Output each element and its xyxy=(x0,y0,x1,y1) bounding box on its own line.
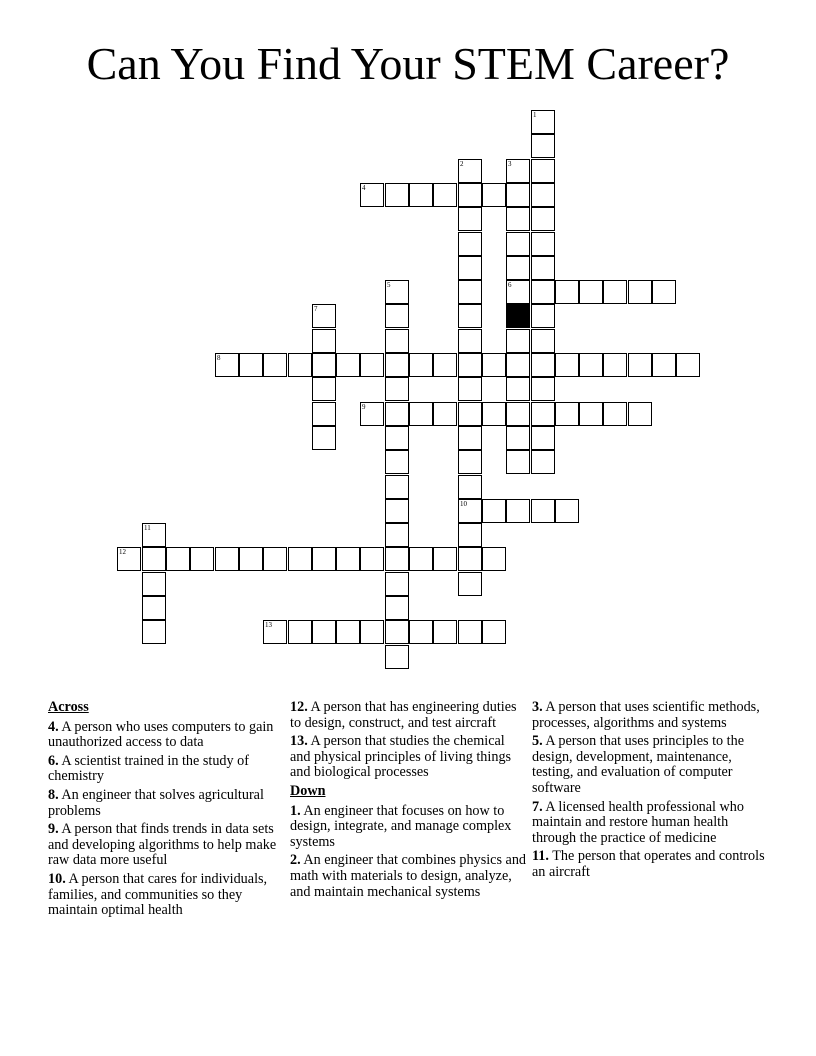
grid-cell[interactable] xyxy=(506,426,530,450)
clue-number: 2 xyxy=(460,160,464,168)
clue-number: 9 xyxy=(362,403,366,411)
grid-cell[interactable] xyxy=(531,232,555,256)
clue-item xyxy=(48,788,284,819)
grid-cell[interactable] xyxy=(117,547,141,571)
grid-cell[interactable] xyxy=(555,353,579,377)
clue-number: 5 xyxy=(387,281,391,289)
clue-item xyxy=(48,872,284,919)
grid-cell[interactable] xyxy=(458,450,482,474)
grid-cell[interactable] xyxy=(142,572,166,596)
grid-cell[interactable] xyxy=(531,280,555,304)
grid-cell[interactable] xyxy=(312,547,336,571)
clue-number-label: 8. xyxy=(48,786,59,803)
grid-cell[interactable] xyxy=(288,353,312,377)
clue-text: A person that has engineering duties to design, construct, and test aircraft xyxy=(290,699,517,731)
grid-cell[interactable] xyxy=(506,499,530,523)
grid-cell[interactable] xyxy=(458,207,482,231)
grid-cell[interactable] xyxy=(506,377,530,401)
grid-cell[interactable] xyxy=(239,547,263,571)
clue-number: 3 xyxy=(508,160,512,168)
grid-cell[interactable] xyxy=(579,280,603,304)
clue-number: 10 xyxy=(460,500,467,508)
grid-cell[interactable] xyxy=(506,450,530,474)
grid-cell[interactable] xyxy=(166,547,190,571)
clue-item xyxy=(532,700,768,731)
grid-cell[interactable] xyxy=(531,426,555,450)
grid-cell[interactable] xyxy=(482,499,506,523)
clue-item xyxy=(290,853,526,900)
clue-text: A person that uses principles to the design, development, maintenance, testing, and evaluation of computer software xyxy=(532,733,744,796)
clue-text: A person that studies the chemical and physical principles of living things and biological processes xyxy=(290,733,512,781)
grid-cell[interactable] xyxy=(506,280,530,304)
clue-item xyxy=(48,822,284,869)
grid-cell[interactable] xyxy=(458,572,482,596)
grid-cell[interactable] xyxy=(385,645,409,669)
grid-cell[interactable] xyxy=(458,402,482,426)
grid-cell[interactable] xyxy=(628,280,652,304)
grid-cell[interactable] xyxy=(531,159,555,183)
grid-cell[interactable] xyxy=(385,572,409,596)
grid-cell[interactable] xyxy=(506,329,530,353)
grid-cell[interactable] xyxy=(360,353,384,377)
clue-number-label: 2. xyxy=(290,852,301,869)
grid-cell[interactable] xyxy=(433,353,457,377)
grid-cell[interactable] xyxy=(336,620,360,644)
clue-number-label: 13. xyxy=(290,733,308,750)
clue-number-label: 12. xyxy=(290,699,308,715)
clue-column-3 xyxy=(532,700,768,884)
grid-cell[interactable] xyxy=(458,353,482,377)
grid-cell[interactable] xyxy=(288,620,312,644)
grid-cell[interactable] xyxy=(458,620,482,644)
grid-cell[interactable] xyxy=(652,353,676,377)
black-cell xyxy=(506,304,530,328)
grid-cell[interactable] xyxy=(385,402,409,426)
grid-cell[interactable] xyxy=(263,620,287,644)
clue-number-label: 9. xyxy=(48,821,59,838)
grid-cell[interactable] xyxy=(555,280,579,304)
down-heading: Down xyxy=(290,782,326,799)
grid-cell[interactable] xyxy=(312,426,336,450)
grid-cell[interactable] xyxy=(458,547,482,571)
grid-cell[interactable] xyxy=(579,402,603,426)
clue-number: 8 xyxy=(217,354,221,362)
grid-cell[interactable] xyxy=(531,353,555,377)
grid-cell[interactable] xyxy=(433,620,457,644)
clue-item xyxy=(290,700,526,731)
clue-text: A person that cares for individuals, families, and communities so they maintain optimal health xyxy=(48,870,268,919)
grid-cell[interactable] xyxy=(482,547,506,571)
page-title: Can You Find Your STEM Career? xyxy=(86,38,730,89)
grid-cell[interactable] xyxy=(531,207,555,231)
grid-cell[interactable] xyxy=(409,620,433,644)
clue-number-label: 7. xyxy=(532,798,543,815)
grid-cell[interactable] xyxy=(531,377,555,401)
clue-number: 6 xyxy=(508,281,512,289)
clue-item xyxy=(290,804,526,851)
grid-cell[interactable] xyxy=(409,183,433,207)
clue-number-label: 4. xyxy=(48,718,59,735)
grid-cell[interactable] xyxy=(482,620,506,644)
grid-cell[interactable] xyxy=(458,377,482,401)
grid-cell[interactable] xyxy=(215,353,239,377)
grid-cell[interactable] xyxy=(385,499,409,523)
grid-cell[interactable] xyxy=(531,402,555,426)
grid-cell[interactable] xyxy=(263,353,287,377)
clue-number-label: 1. xyxy=(290,802,301,819)
grid-cell[interactable] xyxy=(385,353,409,377)
grid-cell[interactable] xyxy=(312,353,336,377)
grid-cell[interactable] xyxy=(506,232,530,256)
grid-cell[interactable] xyxy=(385,329,409,353)
clue-number: 4 xyxy=(362,184,366,192)
grid-cell[interactable] xyxy=(482,353,506,377)
clue-text: A person that finds trends in data sets and developing algorithms to help make raw data more useful xyxy=(48,821,277,869)
grid-cell[interactable] xyxy=(142,523,166,547)
grid-cell[interactable] xyxy=(312,620,336,644)
grid-cell[interactable] xyxy=(579,353,603,377)
grid-cell[interactable] xyxy=(385,475,409,499)
grid-cell[interactable] xyxy=(458,280,482,304)
grid-cell[interactable] xyxy=(555,402,579,426)
clue-number-label: 10. xyxy=(48,870,66,887)
grid-cell[interactable] xyxy=(482,183,506,207)
grid-cell[interactable] xyxy=(142,596,166,620)
grid-cell[interactable] xyxy=(458,304,482,328)
grid-cell[interactable] xyxy=(409,402,433,426)
grid-cell[interactable] xyxy=(458,426,482,450)
clue-text: A person who uses computers to gain unauthorized access to data xyxy=(48,718,274,751)
grid-cell[interactable] xyxy=(215,547,239,571)
grid-cell[interactable] xyxy=(360,183,384,207)
grid-cell[interactable] xyxy=(433,183,457,207)
grid-cell[interactable] xyxy=(433,547,457,571)
grid-cell[interactable] xyxy=(312,377,336,401)
grid-cell[interactable] xyxy=(458,475,482,499)
clue-text: An engineer that solves agricultural problems xyxy=(48,786,264,819)
clue-number: 1 xyxy=(533,111,537,119)
grid-cell[interactable] xyxy=(312,304,336,328)
clue-item xyxy=(532,800,768,847)
grid-cell[interactable] xyxy=(555,499,579,523)
grid-cell[interactable] xyxy=(506,256,530,280)
grid-cell[interactable] xyxy=(531,183,555,207)
grid-cell[interactable] xyxy=(506,353,530,377)
grid-cell[interactable] xyxy=(531,329,555,353)
grid-cell[interactable] xyxy=(336,547,360,571)
grid-cell[interactable] xyxy=(531,499,555,523)
grid-cell[interactable] xyxy=(433,402,457,426)
grid-cell[interactable] xyxy=(142,547,166,571)
grid-cell[interactable] xyxy=(263,547,287,571)
grid-cell[interactable] xyxy=(628,402,652,426)
grid-cell[interactable] xyxy=(531,110,555,134)
clue-text: A licensed health professional who maintain and restore human health through the practice of medicine xyxy=(532,798,744,846)
grid-cell[interactable] xyxy=(385,304,409,328)
grid-cell[interactable] xyxy=(531,450,555,474)
clue-text: An engineer that combines physics and math with materials to design, analyze, and maintain mechanical systems xyxy=(290,852,527,900)
grid-cell[interactable] xyxy=(531,134,555,158)
clue-number-label: 11. xyxy=(532,848,549,865)
clue-column-2 xyxy=(290,700,526,903)
grid-cell[interactable] xyxy=(288,547,312,571)
grid-cell[interactable] xyxy=(506,207,530,231)
clue-number: 7 xyxy=(314,305,318,313)
grid-cell[interactable] xyxy=(482,402,506,426)
clue-number: 11 xyxy=(144,524,151,532)
grid-cell[interactable] xyxy=(409,547,433,571)
grid-cell[interactable] xyxy=(239,353,263,377)
grid-cell[interactable] xyxy=(603,280,627,304)
clue-item xyxy=(290,734,526,781)
grid-cell[interactable] xyxy=(385,596,409,620)
grid-cell[interactable] xyxy=(142,620,166,644)
grid-cell[interactable] xyxy=(409,353,433,377)
clue-item xyxy=(532,849,768,880)
grid-cell[interactable] xyxy=(531,256,555,280)
clue-item xyxy=(48,754,284,785)
grid-cell[interactable] xyxy=(458,183,482,207)
grid-cell[interactable] xyxy=(360,547,384,571)
grid-cell[interactable] xyxy=(385,280,409,304)
grid-cell[interactable] xyxy=(360,402,384,426)
clue-number: 13 xyxy=(265,621,272,629)
grid-cell[interactable] xyxy=(312,402,336,426)
grid-cell[interactable] xyxy=(458,232,482,256)
grid-cell[interactable] xyxy=(312,329,336,353)
grid-cell[interactable] xyxy=(385,450,409,474)
clue-text: A scientist trained in the study of chemistry xyxy=(48,752,249,785)
grid-cell[interactable] xyxy=(458,329,482,353)
grid-cell[interactable] xyxy=(506,183,530,207)
clue-text: The person that operates and controls an aircraft xyxy=(532,848,765,880)
grid-cell[interactable] xyxy=(385,620,409,644)
grid-cell[interactable] xyxy=(385,377,409,401)
grid-cell[interactable] xyxy=(458,499,482,523)
grid-cell[interactable] xyxy=(676,353,700,377)
grid-cell[interactable] xyxy=(458,159,482,183)
grid-cell[interactable] xyxy=(531,304,555,328)
across-heading: Across xyxy=(48,699,89,715)
clue-item xyxy=(532,734,768,796)
clue-text: An engineer that focuses on how to design, integrate, and manage complex systems xyxy=(290,802,512,850)
clue-number-label: 3. xyxy=(532,699,543,715)
clue-column-1 xyxy=(48,700,284,922)
grid-cell[interactable] xyxy=(385,183,409,207)
grid-cell[interactable] xyxy=(360,620,384,644)
grid-cell[interactable] xyxy=(385,426,409,450)
grid-cell[interactable] xyxy=(385,523,409,547)
clue-item xyxy=(48,720,284,751)
grid-cell[interactable] xyxy=(458,256,482,280)
clue-text: A person that uses scientific methods, processes, algorithms and systems xyxy=(532,699,760,731)
clue-number: 12 xyxy=(119,548,126,556)
grid-cell[interactable] xyxy=(603,353,627,377)
grid-cell[interactable] xyxy=(385,547,409,571)
clue-number-label: 5. xyxy=(532,733,543,750)
grid-cell[interactable] xyxy=(603,402,627,426)
grid-cell[interactable] xyxy=(458,523,482,547)
grid-cell[interactable] xyxy=(506,402,530,426)
grid-cell[interactable] xyxy=(652,280,676,304)
clue-number-label: 6. xyxy=(48,752,59,769)
grid-cell[interactable] xyxy=(336,353,360,377)
grid-cell[interactable] xyxy=(190,547,214,571)
grid-cell[interactable] xyxy=(628,353,652,377)
grid-cell[interactable] xyxy=(506,159,530,183)
